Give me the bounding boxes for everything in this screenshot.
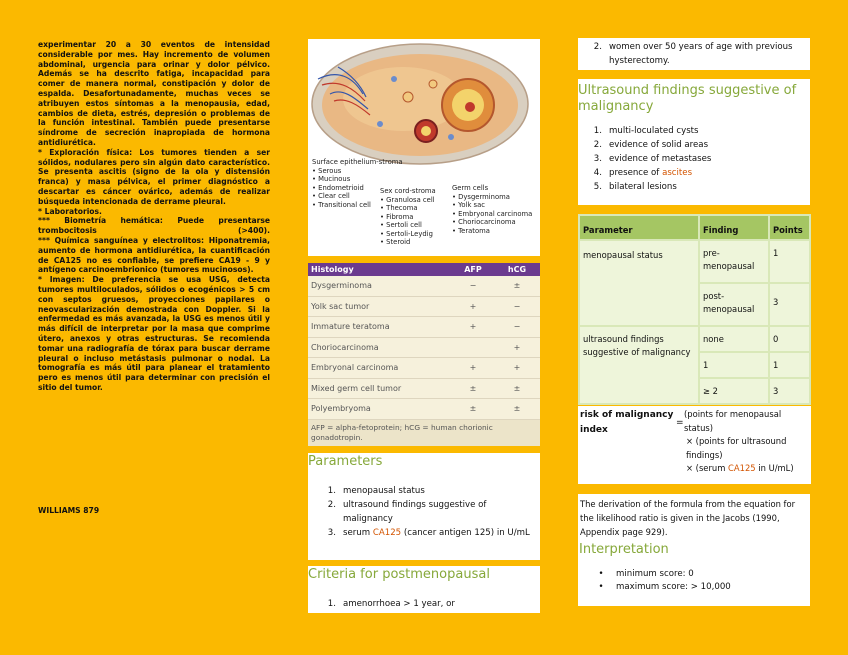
histology-name: Choriocarcinoma [311, 342, 379, 352]
histology-footnote: AFP = alpha-fetoprotein; hCG = human chorionic gonadotropin. [308, 420, 540, 446]
hcg-value: + [513, 342, 521, 352]
formula-line: × (points for ultrasound findings) [686, 436, 787, 460]
parameter-cell: menopausal status [580, 241, 698, 325]
tumor-type: • Thecoma [380, 204, 418, 213]
bullet-icon: • [598, 569, 604, 579]
hcg-value: ± [513, 404, 521, 414]
list-item [586, 568, 810, 581]
table-header-row [580, 216, 809, 239]
finding-cell: ≥ 2 [700, 379, 768, 403]
parameters-title: Parameters [308, 454, 383, 469]
ascites-link[interactable]: ascites [662, 168, 693, 178]
criteria-section [308, 566, 540, 613]
header-afp: AFP [464, 265, 482, 274]
follicle-dot [377, 121, 383, 127]
tumor-type: • Mucinous [312, 175, 351, 184]
list-text: bilateral lesions [609, 182, 677, 192]
tumor-type: • Steroid [380, 238, 411, 247]
rmi-table-container [578, 214, 811, 406]
list-text [609, 166, 692, 180]
table-row [308, 358, 540, 379]
list-number: 2. [327, 500, 336, 510]
header-finding: Finding [700, 216, 768, 239]
ultrasound-section [578, 79, 810, 205]
list-item [584, 152, 810, 166]
tumor-type: • Sertoli-Leydig [380, 229, 433, 238]
list-item [584, 180, 810, 194]
criteria-title: Criteria for postmenopausal [308, 567, 490, 582]
header-points: Points [770, 216, 809, 239]
sex-cord-label: Sex cord-stroma [380, 187, 436, 195]
tumor-type: • Endometrioid [312, 183, 364, 192]
list-text-part: presence of [609, 168, 663, 178]
histology-header-row [308, 263, 540, 276]
points-cell: 1 [770, 241, 809, 282]
list-text: multi-loculated cysts [609, 126, 699, 136]
formula-text-part: in U/mL) [755, 463, 794, 474]
ultrasound-list [578, 124, 810, 194]
follicle-dot [391, 76, 397, 82]
list-number: 1. [327, 599, 336, 609]
list-text: minimum score: 0 [616, 569, 694, 579]
list-number: 1. [327, 486, 336, 496]
hcg-value: ± [513, 383, 521, 393]
tumor-type: • Transitional cell [312, 200, 371, 209]
histology-name: Polyembryoma [311, 404, 371, 414]
afp-value: + [469, 363, 477, 373]
list-number: 2. [593, 140, 602, 150]
table-row [580, 327, 809, 351]
criteria-list [308, 597, 540, 611]
table-row [308, 338, 540, 359]
list-text: evidence of metastases [609, 154, 712, 164]
list-text-part: (cancer antigen 125) in U/mL [401, 528, 530, 538]
list-text: amenorrhoea > 1 year, or [343, 599, 455, 609]
surface-epithelium-label: Surface epithelium-stroma [312, 158, 403, 166]
tumor-type: • Embryonal carcinoma [452, 209, 533, 218]
interpretation-list [578, 568, 810, 594]
list-text [343, 526, 530, 540]
list-number: 3. [327, 528, 336, 538]
derivation-section [578, 494, 810, 606]
oocyte [465, 102, 475, 112]
reference-footer: WILLIAMS 879 [38, 506, 100, 515]
header-histology: Histology [311, 265, 354, 274]
points-cell: 3 [770, 284, 809, 325]
points-cell: 1 [770, 353, 809, 377]
bullet-icon: • [598, 582, 604, 592]
sex-cord-list [380, 196, 435, 246]
histology-name: Dysgerminoma [311, 281, 372, 291]
follicle-small [403, 92, 413, 102]
histology-marker-table [308, 263, 540, 441]
list-text: maximum score: > 10,000 [616, 582, 731, 592]
rmi-formula [578, 406, 811, 484]
list-item [318, 597, 540, 611]
formula-text-part: × (serum [686, 463, 729, 474]
list-text: evidence of solid areas [609, 140, 709, 150]
list-item [584, 124, 810, 138]
header-hcg: hCG [507, 265, 527, 274]
corpus-luteum-core [421, 126, 431, 136]
histology-name: Embryonal carcinoma [311, 363, 399, 373]
finding-cell: none [700, 327, 768, 351]
follicle-dot [448, 134, 454, 140]
germ-cell-list [452, 193, 532, 235]
table-row [308, 399, 540, 420]
hcg-value: − [513, 322, 521, 332]
list-item [584, 166, 810, 180]
parameters-section [308, 453, 540, 560]
finding-cell: 1 [700, 353, 768, 377]
hcg-value: + [513, 363, 521, 373]
surface-epithelium-list [312, 167, 371, 209]
parameters-list [308, 484, 530, 540]
histology-name: Mixed germ cell tumor [311, 383, 402, 393]
finding-cell: pre-menopausal [700, 241, 768, 282]
hcg-value: ± [513, 281, 521, 291]
afp-value: − [469, 281, 477, 291]
list-item [318, 484, 530, 498]
table-row [308, 276, 540, 297]
parameter-cell: ultrasound findings suggestive of malignancy [580, 327, 698, 403]
afp-value: + [469, 322, 477, 332]
list-text-part: serum [343, 528, 373, 538]
tumor-type: • Teratoma [452, 226, 490, 235]
list-number: 3. [593, 154, 602, 164]
formula-line: (points for menopausal status) [684, 409, 782, 433]
points-cell: 3 [770, 379, 809, 403]
tumor-type: • Serous [312, 167, 342, 175]
notes-paragraph: experimentar 20 a 30 eventos de intensidad considerable por mes. Hay incremento de volumen abdominal, urgencia para orinar y dolor pélvico. Además se ha descrito fatiga, incapacidad para comer de manera normal, constipación y dolor de espalda. Desafortunadamente, muchas veces se atribuyen estos síntomas a la menopausia, edad, cambios de dieta, estrés, depresión o problemas de la función intestinal. También puede presentarse síndrome de secreción inapropiada de hormona antidiurética. [38, 40, 270, 147]
formula-rhs [684, 408, 808, 476]
tumor-type: • Clear cell [312, 192, 350, 201]
table-row [580, 241, 809, 282]
tumor-type: • Dysgerminoma [452, 193, 510, 201]
list-text: menopausal status [343, 486, 425, 496]
hcg-value: − [513, 301, 521, 311]
formula-lhs: risk of malignancy index [580, 410, 674, 435]
list-number: 5. [593, 182, 602, 192]
ultrasound-title: Ultrasound findings suggestive of malignancy [578, 83, 797, 114]
derivation-text: The derivation of the formula from the equation for the likelihood ratio is given in the Jacobs (1990, Appendix page 929). [580, 499, 796, 537]
afp-value: ± [469, 383, 477, 393]
notes-paragraph: * Imagen: De preferencia se usa USG, detecta tumores multiloculados, sólidos o ecogénicos > 5 cm con septos gruesos, proyecciones papilares o neovascularización demostrada con Doppler. Si la enfermedad es más avanzada, la USG es menos útil y más difícil de interpretar por la masa que comprime útero, anexos y otras estructuras. Se recomienda tomar una radiografía de tórax para buscar derrame pleural o incluso metástasis pulmonar o nodal. La tomografía es más útil para planear el tratamiento pero es menos útil para determinar con precisión el sitio del tumor. [38, 275, 270, 392]
list-number: 1. [593, 126, 602, 136]
criteria-list-continued [578, 40, 796, 68]
histology-name: Immature teratoma [311, 322, 390, 332]
list-text: ultrasound findings suggestive of malignancy [343, 500, 487, 524]
list-text: women over 50 years of age with previous hysterectomy. [609, 42, 793, 66]
afp-value: ± [469, 404, 477, 414]
points-cell: 0 [770, 327, 809, 351]
ca125-link[interactable]: CA125 [728, 463, 756, 474]
notes-paragraph: * Laboratorios. [38, 206, 102, 216]
list-number: 2. [593, 42, 602, 52]
list-item [318, 498, 530, 526]
list-number: 4. [593, 168, 602, 178]
formula-line [684, 462, 808, 476]
tumor-type: • Granulosa cell [380, 196, 435, 204]
ca125-link[interactable]: CA125 [372, 528, 402, 538]
germ-cell-label: Germ cells [452, 184, 489, 192]
tumor-type: • Fibroma [380, 212, 414, 221]
finding-cell: post-menopausal [700, 284, 768, 325]
notes-paragraph: * Exploración física: Los tumores tienden a ser sólidos, nodulares pero sin algún dato característico. Se presenta ascitis (signo de la ola y distensión franca) y masa pélvica, el primer diagnóstico a descartar es cáncer ovárico, además de realizar búsqueda intencionada de derrame pleural. [38, 147, 270, 206]
notes-paragraph: *** Química sanguínea y electrolitos: Hiponatremia, aumento de hormona antidiurética, la cuantificación de CA125 no es confiable, se prefiere CA19 - 9 y antígeno carcinoembrionico (tumores mucinosos). [38, 235, 270, 275]
tumor-type: • Sertoli cell [380, 221, 422, 230]
table-row [308, 297, 540, 318]
table-row [308, 317, 540, 338]
table-row [308, 379, 540, 400]
rmi-points-table [578, 214, 811, 405]
notes-text: (>400). [237, 226, 270, 236]
afp-value: + [469, 301, 477, 311]
follicle-small [429, 80, 437, 88]
header-parameter: Parameter [580, 216, 698, 239]
list-item [584, 40, 796, 68]
tumor-type: • Yolk sac [452, 201, 486, 210]
notes-paragraph [38, 216, 270, 236]
tumor-type: • Choriocarcinoma [452, 218, 516, 227]
histology-name: Yolk sac tumor [311, 301, 370, 311]
list-item [586, 581, 810, 594]
criteria-continued [578, 38, 810, 70]
notes-text: *** Biometría hemática: Puede presentarse trombocitosis [38, 216, 270, 236]
formula-equals: = [676, 418, 684, 428]
ovary-illustration [308, 39, 540, 256]
list-item [584, 138, 810, 152]
interpretation-title: Interpretation [579, 542, 669, 557]
spanish-notes-column [38, 40, 270, 393]
list-item [318, 526, 530, 540]
